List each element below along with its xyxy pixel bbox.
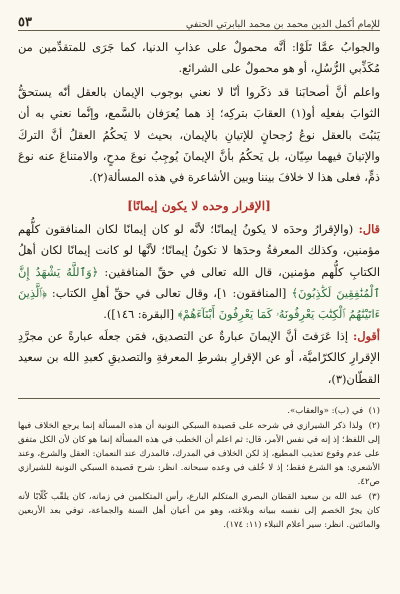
paragraph-answer: والجوابُ عمَّا تَلَوْا: أنَّه محمولٌ على عذابِ الدنيا، كما جَرَى للمتقدِّمين من مُكَذِّبي الرُّسُلِ، أو هو محمولٌ على الشرائع.: [18, 40, 380, 76]
footnote-number: (٣): [368, 492, 380, 503]
footnote-text: عبد الله بن سعيد القطان البصري المتكلم البارع، رأس المتكلمين في زمانه، كان يلقّب كُلّابًا لأنه كان يجرّ الخصم إلى نفسه ببيانه وبلاغته، وهو من أعيان أهل السنة والجماعة، توفي بعد الأربعين والمائتين. انظر: سير أعلام النبلاء (١١: ١٧٤).: [18, 492, 380, 531]
paragraph-clarification: واعلم أنَّ أصحابَنا قد ذكَروا أنّا لا نعني بوجوب الإيمان بالعقل أنّه يستحقُّ الثوابَ بفعلِه أو(١) العقابَ بتركِه؛ إذ هما يُعرَفان بالسَّمع، وإنَّما نعني به أن يَثبُتَ بالعقل نوعُ رُجحانٍ للإتيانِ بالإيمان، بحيث لا يَحكُمُ العقلُ أنَّ التركَ والإتيانَ فيهما سِيّان، بل يَحكُمُ بأنَّ الإيمانَ يُوجِبُ نوعَ مدحٍ، والامتناعَ عنه نوعَ ذمٍّ، فعلى هذا لا خلافَ بيننا وبين الأشاعرة في هذه المسألة(٢).: [18, 84, 380, 185]
footnote-text: ولذا ذكر الشيرازي في شرحه على قصيدة السبكي النونية أن هذه المسألة إنما يرجع الخلاف فيها إلى اللفظ؛ إذ إنه في نفس الأمر، قال: ثم اعلم أن الخطب في هذه المسألة إنما هو كان لأن الكل متفق على عدم وقوع تعذيب المطيع، إذ لكن الخلاف في المدرك، فالمدرك عند النعمان: العقل والشرع، وعند الأشعري: هو الشرع فقط؛ إذ لا خُلف في وعده سبحانه. انظر: شرح قصيدة السبكي النونية للشيرازي ص٤٢.: [18, 421, 380, 488]
sharh-paragraph: [18, 326, 380, 390]
footnote-number: (١): [368, 406, 380, 417]
footnote-item: [18, 490, 380, 532]
page-number: ٥٣: [18, 15, 32, 30]
sharh-label: أقول:: [353, 328, 380, 343]
sharh-text: إذا عَرَفتَ أنَّ الإيمانَ عبارةٌ عن التصديق، فمَن جعلَه عبارةً عن مجرَّدِ الإقرارِ كالكرّاميَّة، أو عن الإقرارِ بشرطِ المعرفةِ والتصديقِ كعبدِ الله بن سعيد القطّان(٣)،: [18, 328, 380, 386]
footnote-text: في (ب): «والعقاب».: [287, 406, 364, 417]
matn-text: (والإقرارُ وحدَه لا يكونُ إيمانًا؛ لأنَّه لو كان إيمانًا لكان المنافقون كلُّهم مؤمنين، وكذلك المعرفةُ وحدَها لا تكونُ إيمانًا؛ لأنَّها لو كانت إيمانًا لكان أهلُ الكتابِ كلُّهم مؤمنين، قال الله تعالى في حقِّ المنافقين:: [18, 221, 381, 279]
footnote-item: [18, 419, 380, 489]
footnote-item: [18, 404, 380, 418]
footnote-number: (٢): [368, 421, 380, 432]
footnotes: [18, 398, 380, 532]
matn-label: قال:: [358, 221, 380, 236]
matn-paragraph: [18, 219, 380, 326]
section-heading: [الإقرار وحده لا يكون إيمانًا]: [127, 198, 271, 213]
page-header: [18, 10, 380, 31]
verse-reference-2: [البقرة: ١٤٦]).: [103, 307, 175, 322]
running-title: للإمام أكمل الدين محمد بن محمد البابرتي الحنفي: [185, 19, 380, 30]
quran-verse-munafiqun: ﴿وَٱللَّهُ يَشْهَدُ إِنَّ ٱلْمُنَٰفِقِينَ لَكَٰذِبُونَ﴾: [18, 264, 380, 301]
quran-verse-baqarah: ﴿ٱلَّذِينَ ءَاتَيْنَٰهُمُ ٱلْكِتَٰبَ يَعْرِفُونَهُۥ كَمَا يَعْرِفُونَ أَبْنَآءَهُمْ﴾: [18, 286, 380, 322]
verse-reference-1: [المنافقون: ١]، وقال تعالى في حقِّ أهلِ الكتاب:: [46, 286, 287, 301]
